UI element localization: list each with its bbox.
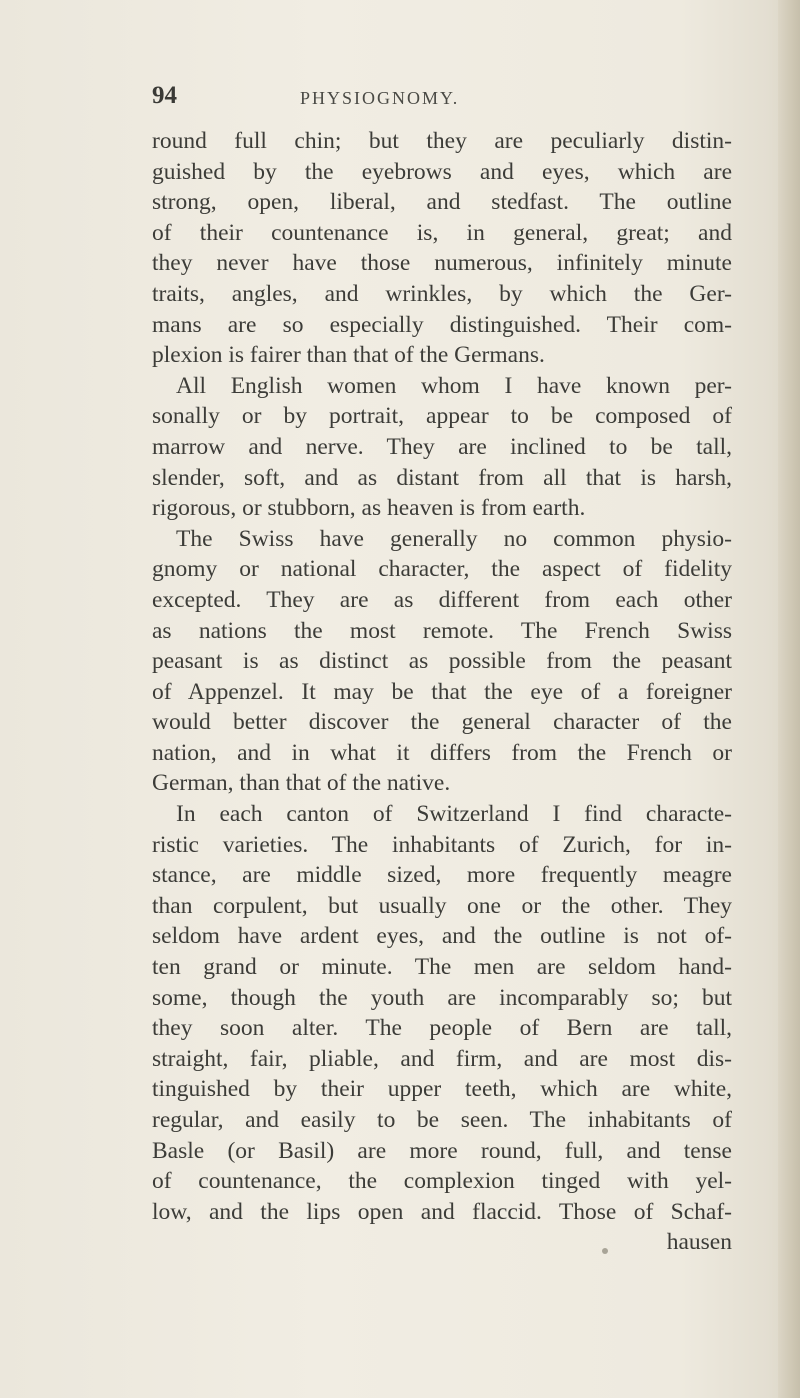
text-line: slender, soft, and as distant from all that is harsh,: [152, 464, 732, 491]
paragraph-start-line: The Swiss have generally no common physio-: [176, 525, 732, 552]
page-header: [0, 82, 800, 114]
text-line: of their countenance is, in general, great; and: [152, 219, 732, 246]
body-text: [152, 126, 732, 1258]
text-line: gnomy or national character, the aspect of fidelity: [152, 556, 732, 583]
text-line: excepted. They are as different from each other: [152, 586, 732, 613]
catchword: hausen: [666, 1229, 732, 1256]
text-line: mans are so especially distinguished. Their com-: [152, 311, 732, 338]
ink-speck: [602, 1248, 608, 1254]
text-line: some, though the youth are incomparably so; but: [152, 984, 732, 1011]
text-line: peasant is as distinct as possible from the peasant: [152, 648, 732, 675]
text-line: round full chin; but they are peculiarly distin-: [152, 128, 732, 154]
text-line: marrow and nerve. They are inclined to be tall,: [152, 433, 732, 460]
text-line: they soon alter. The people of Bern are tall,: [152, 1015, 732, 1042]
text-line: straight, fair, pliable, and firm, and are most dis-: [152, 1045, 732, 1072]
text-line: ten grand or minute. The men are seldom hand-: [152, 954, 732, 981]
text-line: traits, angles, and wrinkles, by which the Ger-: [152, 280, 732, 307]
text-line: ristic varieties. The inhabitants of Zurich, for in-: [152, 831, 732, 858]
text-line: guished by the eyebrows and eyes, which are: [152, 158, 732, 185]
paragraph-start-line: In each canton of Switzerland I find characte-: [176, 801, 732, 828]
text-line: as nations the most remote. The French Swiss: [152, 617, 732, 644]
text-line: strong, open, liberal, and stedfast. The outline: [152, 189, 732, 216]
text-line: of countenance, the complexion tinged with yel-: [152, 1168, 732, 1195]
page-edge-shadow: [778, 0, 800, 1398]
text-line: tinguished by their upper teeth, which are white,: [152, 1076, 732, 1103]
page-number: 94: [152, 82, 177, 109]
text-line: of Appenzel. It may be that the eye of a foreigner: [152, 678, 732, 705]
text-line: German, than that of the native.: [152, 770, 451, 797]
text-line: seldom have ardent eyes, and the outline is not of-: [152, 923, 732, 950]
text-line: Basle (or Basil) are more round, full, and tense: [152, 1137, 732, 1164]
text-line: nation, and in what it differs from the French or: [152, 739, 732, 766]
text-line: would better discover the general character of the: [152, 709, 732, 736]
text-line: plexion is fairer than that of the Germans.: [152, 342, 545, 369]
paragraph-start-line: All English women whom I have known per-: [176, 372, 732, 399]
text-line: than corpulent, but usually one or the other. They: [152, 892, 732, 919]
text-line: sonally or by portrait, appear to be composed of: [152, 403, 732, 430]
running-head: PHYSIOGNOMY.: [300, 88, 460, 108]
text-line: stance, are middle sized, more frequently meagre: [152, 862, 732, 889]
text-line: they never have those numerous, infinitely minute: [152, 250, 732, 277]
text-line: low, and the lips open and flaccid. Those of Schaf-: [152, 1198, 732, 1225]
text-line: regular, and easily to be seen. The inhabitants of: [152, 1107, 732, 1133]
text-line: rigorous, or stubborn, as heaven is from earth.: [152, 495, 586, 522]
